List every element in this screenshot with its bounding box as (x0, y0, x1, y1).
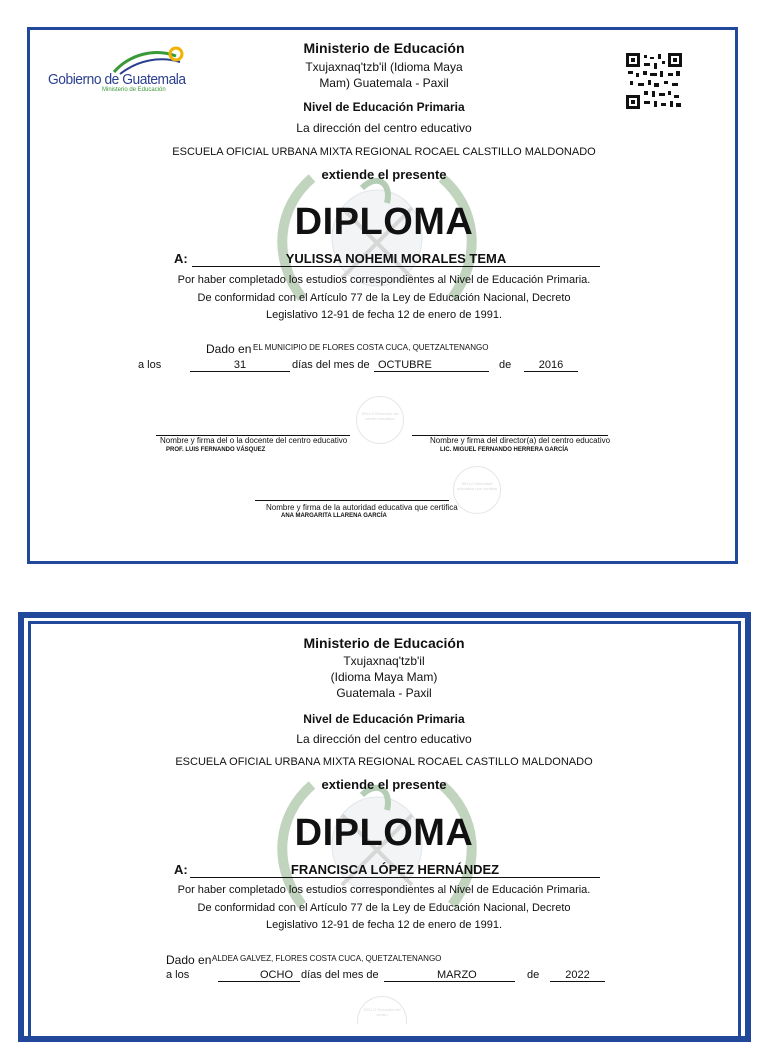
body-text-3: Legislativo 12-91 de fecha 12 de enero de 1991. (265, 309, 503, 321)
recipient-underline (192, 266, 600, 267)
seal-stamp-2: SELLO Autoridad educativa que certifica (453, 466, 501, 514)
recipient-underline-2 (190, 877, 600, 878)
recipient-name: YULISSA NOHEMI MORALES TEMA (285, 251, 507, 266)
body-text-2-3: Legislativo 12-91 de fecha 12 de enero de 1991. (265, 919, 503, 931)
diploma-title-2: DIPLOMA (294, 812, 474, 854)
level-title-2: Nivel de Educación Primaria (303, 712, 465, 726)
recipient-label: A: (174, 251, 188, 266)
sig-director-label: Nombre y firma del director(a) del centro educativo (430, 436, 611, 445)
year-underline (524, 371, 578, 372)
diploma-title: DIPLOMA (294, 201, 474, 243)
seal-stamp-1: SELLO Dirección del centro educativo (356, 396, 404, 444)
day-value: 31 (233, 359, 247, 371)
month-value: OCTUBRE (378, 359, 432, 371)
day-underline-2 (218, 981, 300, 982)
body-text-2: De conformidad con el Artículo 77 de la Ley de Educación Nacional, Decreto (197, 292, 571, 304)
year-value: 2016 (538, 359, 564, 371)
dado-label: Dado en (206, 342, 252, 356)
body-text-2-1: Por haber completado los estudios correspondientes al Nivel de Educación Primaria. (177, 884, 591, 896)
place-text: EL MUNICIPIO DE FLORES COSTA CUCA, QUETZALTENANGO (253, 343, 489, 352)
body-text-1: Por haber completado los estudios correspondientes al Nivel de Educación Primaria. (177, 274, 591, 286)
language-line-2-2: (Idioma Maya Mam) (330, 670, 438, 684)
extiende-text: extiende el presente (321, 167, 447, 182)
ministry-title: Ministerio de Educación (303, 40, 465, 56)
level-title: Nivel de Educación Primaria (303, 100, 465, 114)
body-text-2-2: De conformidad con el Artículo 77 de la Ley de Educación Nacional, Decreto (197, 902, 571, 914)
dado-label-2: Dado en (166, 953, 212, 967)
month-value-2: MARZO (437, 969, 477, 981)
language-line-1: Txujaxnaq'tzb'il (Idioma Maya (305, 60, 463, 74)
a-los-label-2: a los (166, 969, 190, 981)
recipient-label-2: A: (174, 862, 188, 877)
seal-stamp-3: SELLO Dirección del centro (357, 996, 407, 1024)
sig-docente-label: Nombre y firma del o la docente del centro educativo (160, 436, 348, 445)
month-underline-2 (384, 981, 515, 982)
language-line-2-3: Guatemala - Paxil (336, 686, 432, 700)
sig-docente-name: PROF. LUIS FERNANDO VÁSQUEZ (166, 447, 266, 453)
school-name-2: ESCUELA OFICIAL URBANA MIXTA REGIONAL ROCAEL CASTILLO MALDONADO (175, 756, 593, 768)
sig-line-autoridad (255, 500, 449, 501)
dias-label-2: días del mes de (301, 969, 379, 981)
logo-main-text: Gobierno de Guatemala (48, 71, 186, 88)
a-los-label: a los (138, 359, 162, 371)
de-label-2: de (527, 969, 540, 981)
language-line-2: Mam) Guatemala - Paxil (319, 76, 449, 90)
year-underline-2 (550, 981, 605, 982)
year-value-2: 2022 (565, 969, 590, 981)
logo-sub-text: Ministerio de Educación (102, 87, 166, 93)
place-text-2: ALDEA GALVEZ, FLORES COSTA CUCA, QUETZALTENANGO (212, 954, 442, 963)
direction-text: La dirección del centro educativo (296, 121, 472, 135)
month-underline (374, 371, 489, 372)
recipient-name-2: FRANCISCA LÓPEZ HERNÁNDEZ (290, 862, 500, 877)
direction-text-2: La dirección del centro educativo (296, 732, 472, 746)
language-line-2-1: Txujaxnaq'tzb'il (343, 654, 425, 668)
dias-label: días del mes de (292, 359, 370, 371)
day-value-2: OCHO (260, 969, 293, 981)
ministry-title-2: Ministerio de Educación (303, 635, 465, 651)
school-name: ESCUELA OFICIAL URBANA MIXTA REGIONAL ROCAEL CALSTILLO MALDONADO (172, 146, 596, 158)
de-label: de (499, 359, 512, 371)
sig-director-name: LIC. MIGUEL FERNANDO HERRERA GARCÍA (440, 447, 569, 453)
sig-autoridad-name: ANA MARGARITA LLARENA GARCÍA (281, 513, 387, 519)
sig-autoridad-label: Nombre y firma de la autoridad educativa que certifica (266, 503, 458, 512)
day-underline (190, 371, 290, 372)
extiende-text-2: extiende el presente (321, 777, 447, 792)
